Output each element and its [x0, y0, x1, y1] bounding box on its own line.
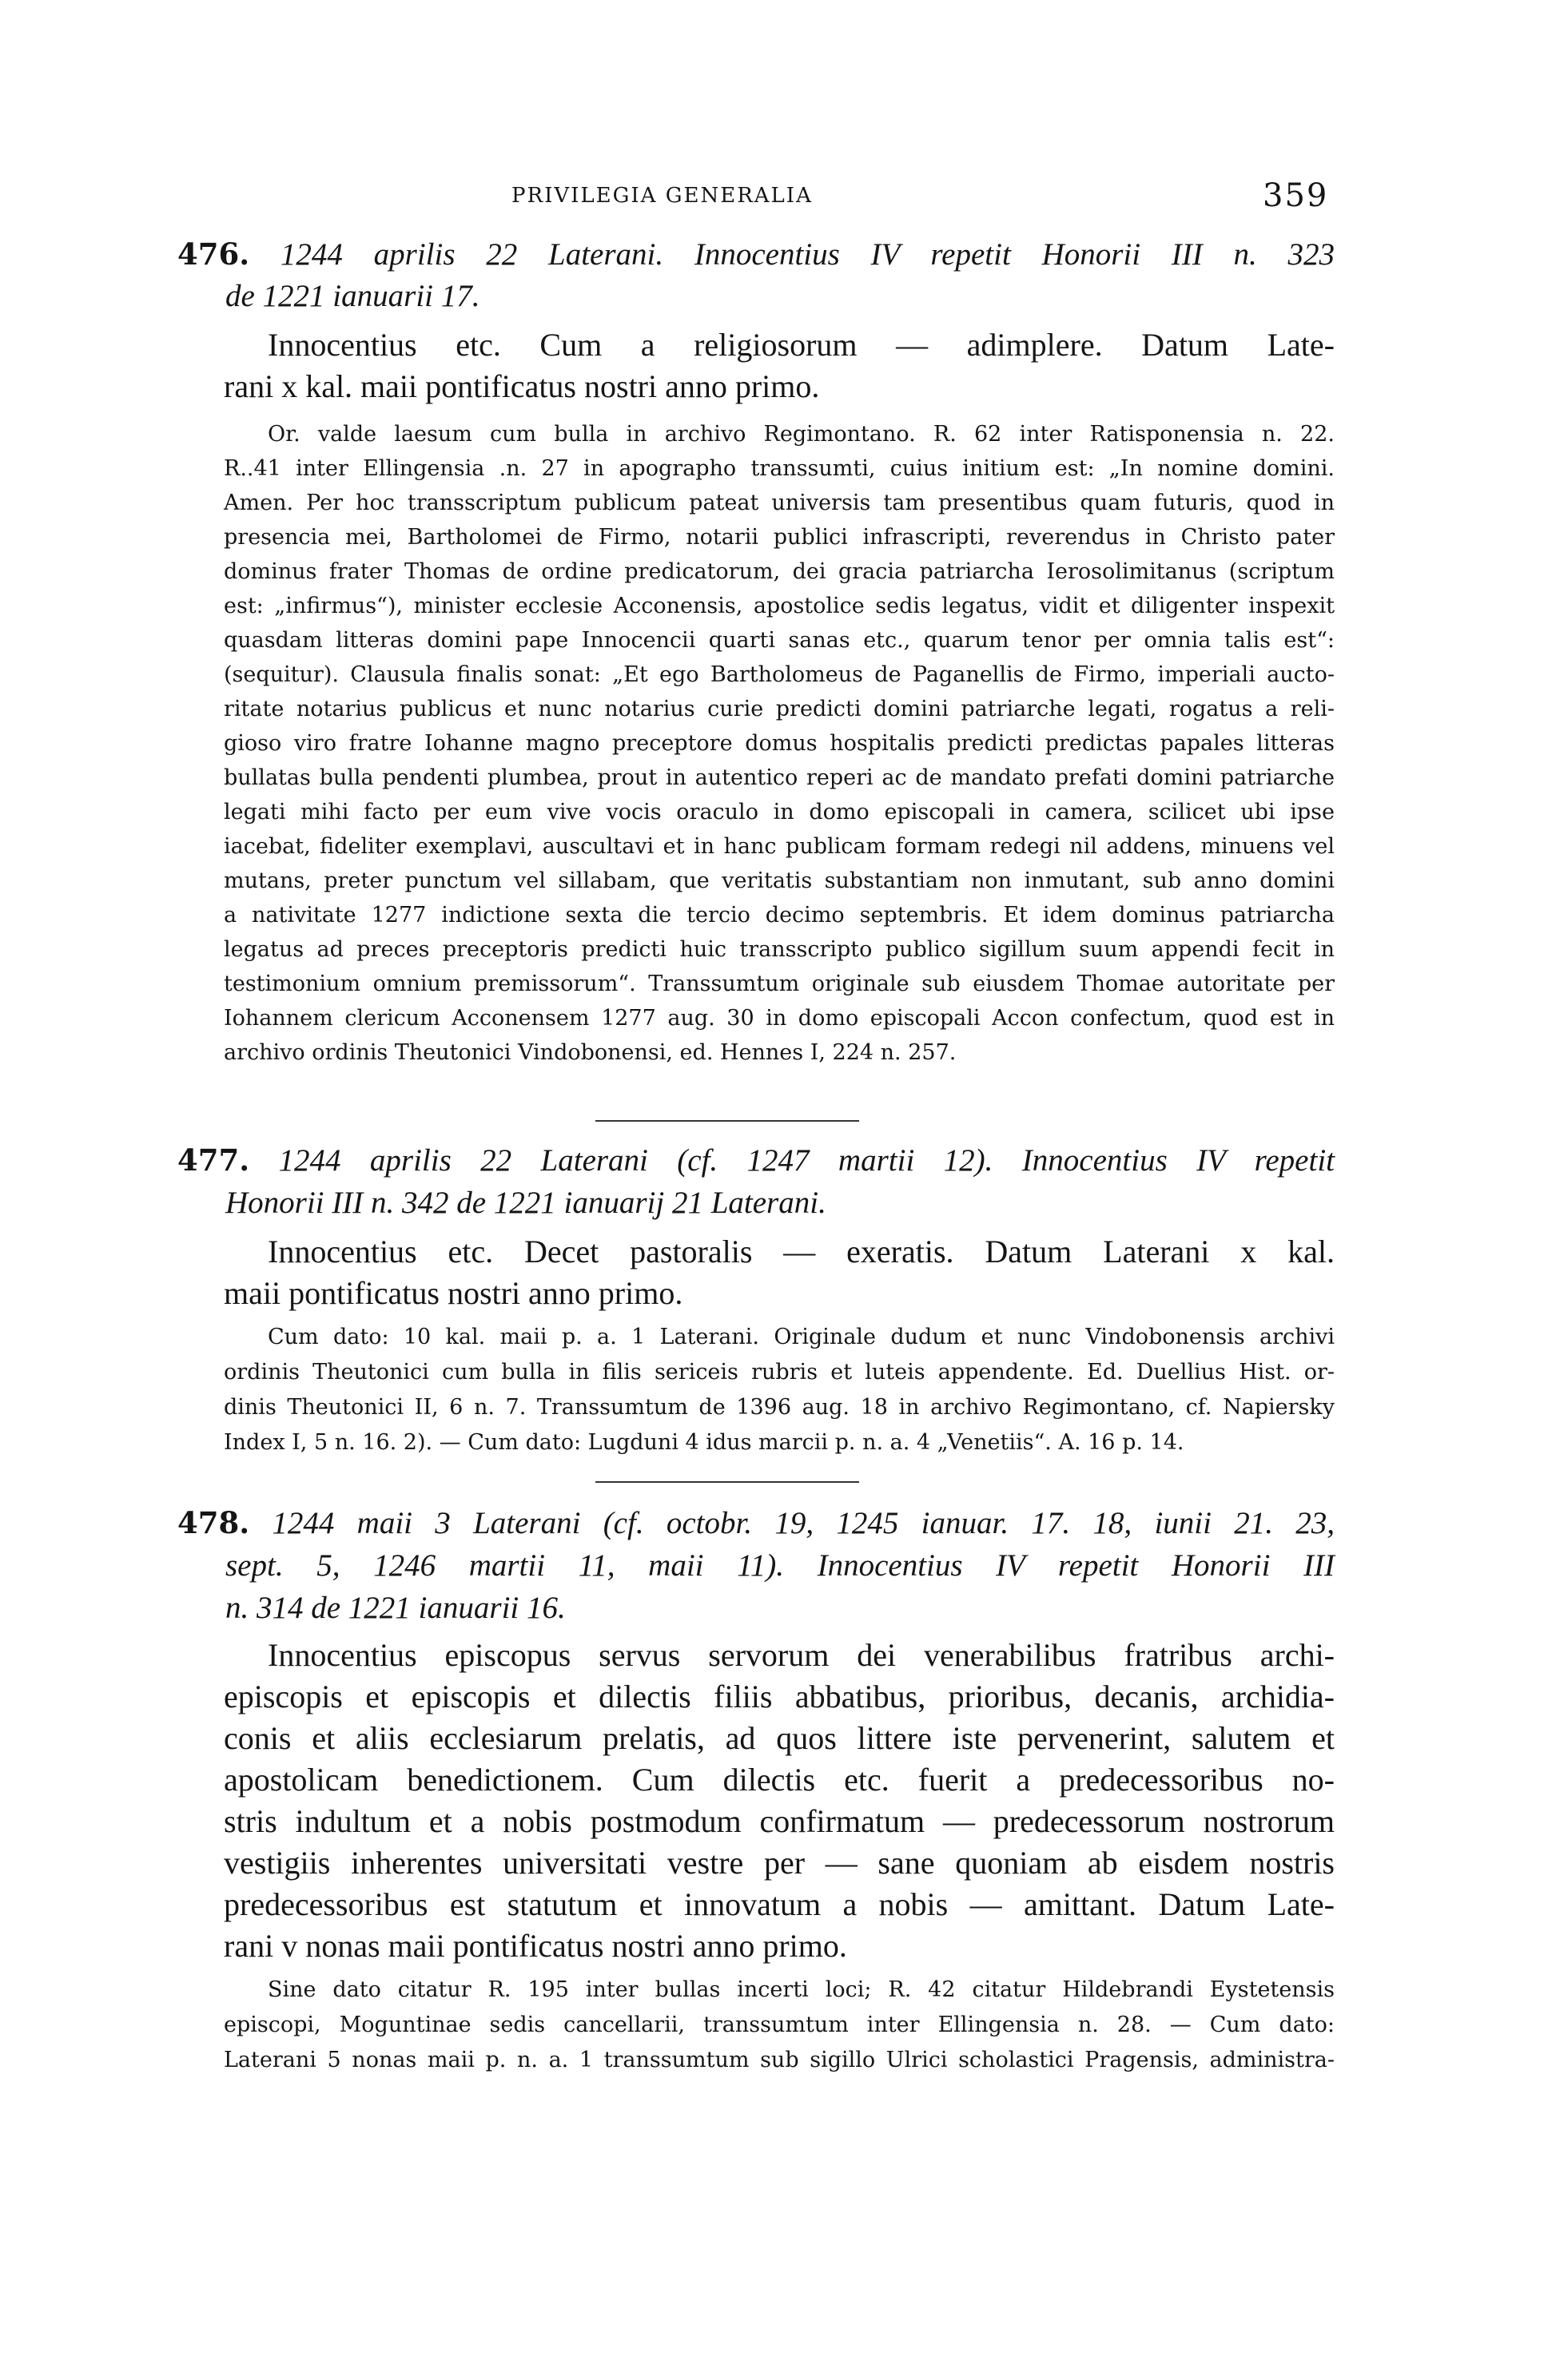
- entry-note-line: a nativitate 1277 indictione sexta die tercio decimo septembris. Et idem dominus patriarcha: [224, 903, 1335, 928]
- entry-note-line: R..41 inter Ellingensia .n. 27 in apographo transsumti, cuius initium est: „In nomine domini.: [224, 456, 1335, 481]
- entry-heading-line: n. 314 de 1221 ianuarii 16.: [225, 1591, 566, 1625]
- entry-body-line: apostolicam benedictionem. Cum dilectis etc. fuerit a predecessoribus no-: [224, 1762, 1335, 1798]
- entry-number: 478.: [177, 1505, 250, 1540]
- entry-note-line: ritate notarius publicus et nunc notarius curie predicti domini patriarche legati, rogatus a reli-: [224, 697, 1335, 721]
- entry-body-line: episcopis et episcopis et dilectis filiis abbatibus, prioribus, decanis, archidia-: [224, 1679, 1335, 1714]
- entry-body-line: Innocentius etc. Decet pastoralis — exeratis. Datum Laterani x kal.: [268, 1234, 1335, 1269]
- entry-note-line: bullatas bulla pendenti plumbea, prout in autentico reperi ac de mandato prefati domini patriarche: [224, 765, 1335, 790]
- entry-note-line: gioso viro fratre Iohanne magno preceptore domus hospitalis predicti predictas papales litteras: [224, 731, 1335, 756]
- entry-heading-line: 478. 1244 maii 3 Laterani (cf. octobr. 19, 1245 ianuar. 17. 18, iunii 21. 23,: [177, 1505, 1335, 1540]
- entry-note-line: est: „infirmus“), minister ecclesie Acconensis, apostolice sedis legatus, vidit et diligenter inspexit: [224, 594, 1335, 618]
- entry-body-line: Innocentius episcopus servus servorum dei venerabilibus fratribus archi-: [268, 1637, 1335, 1673]
- entry-note-line: (sequitur). Clausula finalis sonat: „Et ego Bartholomeus de Paganellis de Firmo, imperiali aucto-: [224, 662, 1335, 687]
- entry-note-line: testimonium omnium premissorum“. Transsumtum originale sub eiusdem Thomae autoritate per: [224, 971, 1335, 996]
- entry-note-line: dominus frater Thomas de ordine predicatorum, dei gracia patriarcha Ierosolimitanus (scriptum: [224, 559, 1335, 584]
- entry-heading-line: sept. 5, 1246 martii 11, maii 11). Innocentius IV repetit Honorii III: [225, 1548, 1335, 1583]
- entry-heading-line: 477. 1244 aprilis 22 Laterani (cf. 1247 martii 12). Innocentius IV repetit: [177, 1142, 1335, 1178]
- entry-note-line: quasdam litteras domini pape Innocencii quarti sanas etc., quarum tenor per omnia talis est“:: [224, 628, 1335, 653]
- entry-note-line: archivo ordinis Theutonici Vindobonensi, ed. Hennes I, 224 n. 257.: [224, 1040, 957, 1065]
- entry-note-line: Amen. Per hoc transscriptum publicum pateat universis tam presentibus quam futuris, quod in: [224, 491, 1335, 515]
- section-divider: [595, 1120, 859, 1122]
- entry-note-line: episcopi, Moguntinae sedis cancellarii, transsumtum inter Ellingensia n. 28. — Cum dato:: [224, 2012, 1335, 2037]
- entry-body-line: stris indultum et a nobis postmodum confirmatum — predecessorum nostrorum: [224, 1803, 1335, 1839]
- section-divider: [595, 1481, 859, 1483]
- entry-note-line: Iohannem clericum Acconensem 1277 aug. 30 in domo episcopali Accon confectum, quod est in: [224, 1006, 1335, 1031]
- entry-note-line: ordinis Theutonici cum bulla in filis sericeis rubris et luteis appendente. Ed. Duellius Hist. or-: [224, 1360, 1335, 1385]
- entry-note-line: legatus ad preces preceptoris predicti huic transscripto publico sigillum suum appendi fecit in: [224, 937, 1335, 962]
- entry-body-line: conis et aliis ecclesiarum prelatis, ad quos littere iste pervenerint, salutem et: [224, 1720, 1335, 1756]
- entry-body-line: rani x kal. maii pontificatus nostri anno primo.: [224, 368, 820, 404]
- entry-heading-line: de 1221 ianuarii 17.: [225, 279, 480, 313]
- entry-note-line: presencia mei, Bartholomei de Firmo, notarii publici infrascripti, reverendus in Christo pater: [224, 525, 1335, 550]
- entry-heading-line: 476. 1244 aprilis 22 Laterani. Innocentius IV repetit Honorii III n. 323: [177, 236, 1335, 272]
- entry-note-line: dinis Theutonici II, 6 n. 7. Transsumtum de 1396 aug. 18 in archivo Regimontano, cf. Napiersky: [224, 1395, 1335, 1420]
- entry-note-line: Cum dato: 10 kal. maii p. a. 1 Laterani. Originale dudum et nunc Vindobonensis archivi: [268, 1325, 1335, 1349]
- entry-note-line: Laterani 5 nonas maii p. n. a. 1 transsumtum sub sigillo Ulrici scholastici Pragensis, administra-: [224, 2048, 1335, 2072]
- entry-body-line: rani v nonas maii pontificatus nostri anno primo.: [224, 1928, 847, 1964]
- entry-body-line: Innocentius etc. Cum a religiosorum — adimplere. Datum Late-: [268, 327, 1335, 363]
- entry-body-line: predecessoribus est statutum et innovatum a nobis — amittant. Datum Late-: [224, 1886, 1335, 1922]
- running-head: [0, 177, 1552, 217]
- entry-note-line: iacebat, fideliter exemplavi, auscultavi et in hanc publicam formam redegi nil addens, minuens vel: [224, 834, 1335, 859]
- entry-note-line: Sine dato citatur R. 195 inter bullas incerti loci; R. 42 citatur Hildebrandi Eystetensis: [268, 1977, 1335, 2002]
- entry-note-line: mutans, preter punctum vel sillabam, que veritatis substantiam non inmutant, sub anno domini: [224, 868, 1335, 893]
- entry-number: 476.: [177, 236, 250, 272]
- page-number: 359: [1263, 177, 1329, 214]
- entry-body-line: vestigiis inherentes universitati vestre per — sane quoniam ab eisdem nostris: [224, 1845, 1335, 1881]
- running-head-title: PRIVILEGIA GENERALIA: [511, 184, 813, 208]
- entry-note-line: Or. valde laesum cum bulla in archivo Regimontano. R. 62 inter Ratisponensia n. 22.: [268, 422, 1335, 447]
- entry-note-line: Index I, 5 n. 16. 2). — Cum dato: Lugduni 4 idus marcii p. n. a. 4 „Venetiis“. A. 16 p. 14.: [224, 1430, 1184, 1455]
- entry-note-line: legati mihi facto per eum vive vocis oraculo in domo episcopali in camera, scilicet ubi ipse: [224, 800, 1335, 824]
- entry-heading-line: Honorii III n. 342 de 1221 ianuarij 21 Laterani.: [225, 1186, 826, 1220]
- entry-number: 477.: [177, 1142, 250, 1178]
- entry-body-line: maii pontificatus nostri anno primo.: [224, 1275, 683, 1311]
